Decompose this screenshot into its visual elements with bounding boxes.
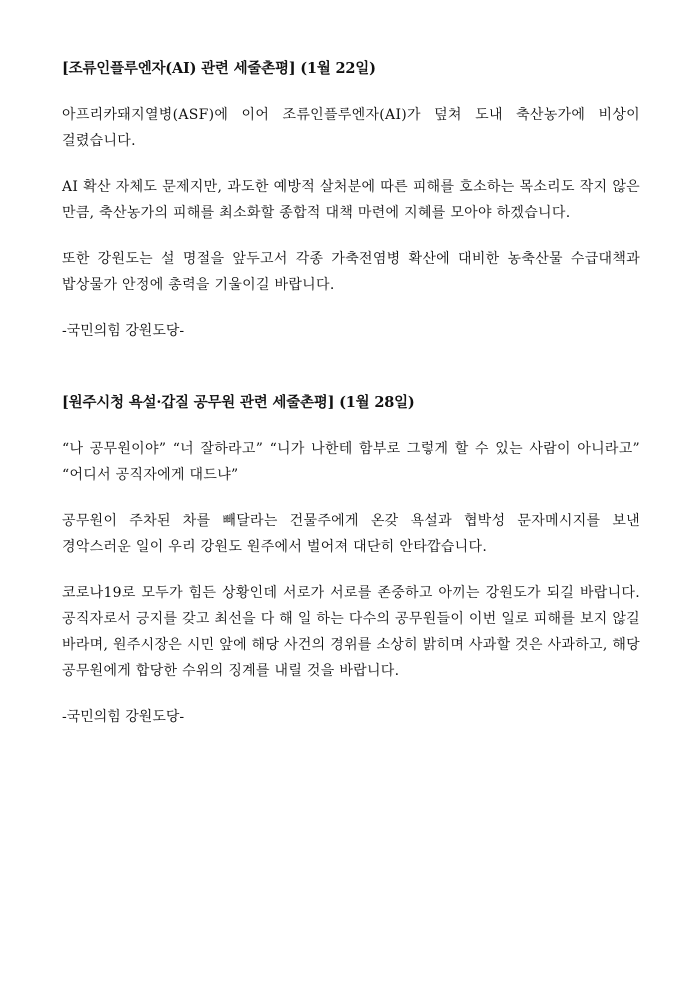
paragraph: AI 확산 자체도 문제지만, 과도한 예방적 살처분에 따른 피해를 호소하는 목소리도 작지 않은 만큼, 축산농가의 피해를 최소화할 종합적 대책 마련에 지혜를 모아야 하겠습니다. <box>62 179 640 221</box>
paragraph: 또한 강원도는 설 명절을 앞두고서 각종 가축전염병 확산에 대비한 농축산물 수급대책과 밥상물가 안정에 총력을 기울이길 바랍니다. <box>62 251 640 293</box>
document-page <box>62 58 640 730</box>
paragraph: “나 공무원이야” “너 잘하라고” “니가 나한테 함부로 그렇게 할 수 있는 사람이 아니라고” “어디서 공직자에게 대드냐” <box>62 441 640 483</box>
press-section-ai <box>62 58 640 344</box>
press-section-wonju <box>62 392 640 730</box>
paragraph: 아프리카돼지열병(ASF)에 이어 조류인플루엔자(AI)가 덮쳐 도내 축산농가에 비상이 걸렸습니다. <box>62 107 640 149</box>
paragraph: 코로나19로 모두가 힘든 상황인데 서로가 서로를 존중하고 아끼는 강원도가 되길 바랍니다. 공직자로서 긍지를 갖고 최선을 다 해 일 하는 다수의 공무원들이 이번 일로 피해를 보지 않길 바라며, 원주시장은 시민 앞에 해당 사건의 경위를 소상히 밝히며 사과할 것은 사과하고, 해당 공무원에게 합당한 수위의 징계를 내릴 것을 바랍니다. <box>62 585 640 679</box>
paragraph: 공무원이 주차된 차를 빼달라는 건물주에게 온갖 욕설과 협박성 문자메시지를 보낸 경악스러운 일이 우리 강원도 원주에서 벌어져 대단히 안타깝습니다. <box>62 513 640 555</box>
signature: -국민의힘 강원도당- <box>62 709 185 725</box>
section-heading: [조류인플루엔자(AI) 관련 세줄촌평] (1월 22일) <box>62 60 376 77</box>
section-heading: [원주시청 욕설·갑질 공무원 관련 세줄촌평] (1월 28일) <box>62 394 415 411</box>
signature: -국민의힘 강원도당- <box>62 323 185 339</box>
